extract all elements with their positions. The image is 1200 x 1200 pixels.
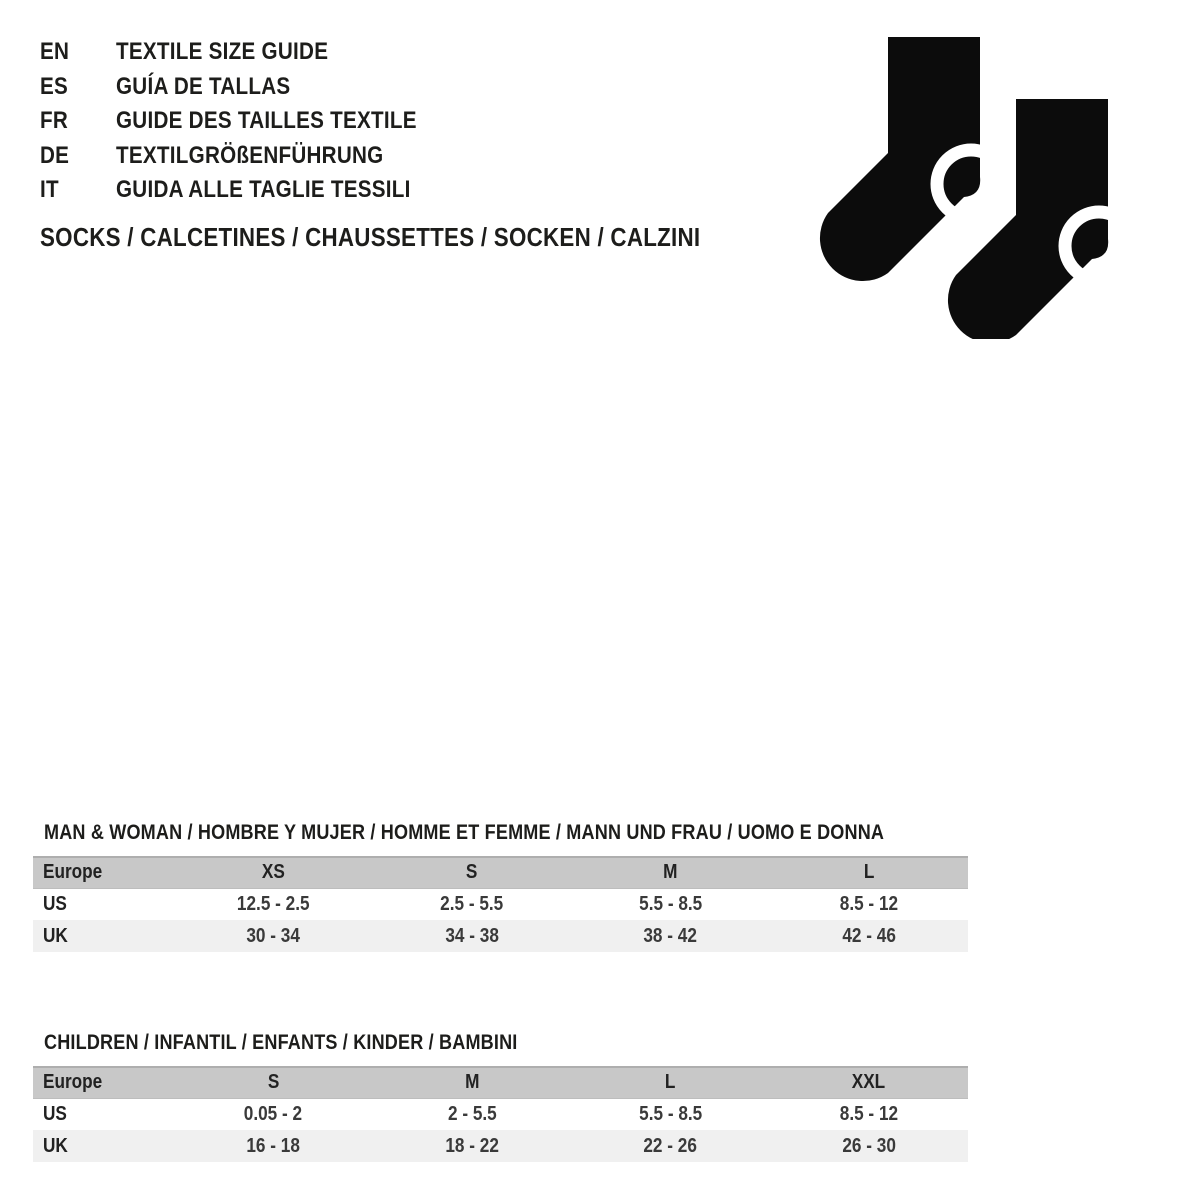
table-row-uk <box>33 1130 968 1162</box>
language-row-de <box>40 139 466 174</box>
size-cell: 5.5 - 8.5 <box>638 1102 702 1125</box>
language-row-fr <box>40 104 466 139</box>
size-cell: 22 - 26 <box>643 1134 698 1157</box>
table-row-uk <box>33 920 968 952</box>
size-cell: 34 - 38 <box>445 924 499 947</box>
language-row-es <box>40 70 466 105</box>
region-cell: US <box>43 892 67 915</box>
guide-title-it: GUIDA ALLE TAGLIE TESSILI <box>116 176 411 204</box>
column-header-m: M <box>663 861 678 884</box>
size-cell: 8.5 - 12 <box>839 1102 898 1125</box>
size-table-man-woman <box>33 856 968 952</box>
column-header-m: M <box>464 1071 480 1094</box>
size-cell: 38 - 42 <box>643 924 698 947</box>
column-header-l: L <box>665 1071 676 1094</box>
table-row-us <box>33 1098 968 1130</box>
guide-title-en: TEXTILE SIZE GUIDE <box>116 38 329 66</box>
table-header-row <box>33 1067 968 1098</box>
size-cell: 5.5 - 8.5 <box>638 892 702 915</box>
size-cell: 26 - 30 <box>841 1134 896 1157</box>
column-header-xs: XS <box>261 861 285 884</box>
language-code-de: DE <box>40 141 70 169</box>
column-header-region: Europe <box>43 1071 103 1094</box>
column-header-region: Europe <box>43 861 103 884</box>
region-cell: UK <box>43 924 68 947</box>
category-line: SOCKS / CALCETINES / CHAUSSETTES / SOCKEN / CALZINI <box>40 222 701 252</box>
size-cell: 42 - 46 <box>841 924 896 947</box>
language-header-list <box>40 35 466 208</box>
table-header-row <box>33 857 968 888</box>
language-code-fr: FR <box>40 107 69 135</box>
language-code-en: EN <box>40 38 70 66</box>
guide-title-es: GUÍA DE TALLAS <box>116 72 291 100</box>
column-header-xxl: XXL <box>852 1071 886 1094</box>
column-header-l: L <box>863 861 875 884</box>
size-table-children <box>33 1066 968 1162</box>
region-cell: UK <box>43 1134 68 1157</box>
table-row-us <box>33 888 968 920</box>
socks-icon <box>818 37 1113 339</box>
size-cell: 2.5 - 5.5 <box>440 892 504 915</box>
language-code-it: IT <box>40 176 59 204</box>
table-title-children: CHILDREN / INFANTIL / ENFANTS / KINDER / BAMBINI <box>44 1031 518 1054</box>
column-header-s: S <box>267 1071 280 1094</box>
size-cell: 12.5 - 2.5 <box>237 892 310 915</box>
language-row-en <box>40 35 466 70</box>
size-cell: 0.05 - 2 <box>244 1102 303 1125</box>
size-cell: 8.5 - 12 <box>839 892 898 915</box>
language-code-es: ES <box>40 72 69 100</box>
guide-title-de: TEXTILGRÖßENFÜHRUNG <box>116 141 384 169</box>
size-cell: 30 - 34 <box>246 924 301 947</box>
region-cell: US <box>43 1102 67 1125</box>
size-cell: 18 - 22 <box>445 1134 499 1157</box>
size-cell: 16 - 18 <box>246 1134 301 1157</box>
table-title-man-woman: MAN & WOMAN / HOMBRE Y MUJER / HOMME ET FEMME / MANN UND FRAU / UOMO E DONNA <box>44 821 885 844</box>
language-row-it <box>40 173 466 208</box>
guide-title-fr: GUIDE DES TAILLES TEXTILE <box>116 107 417 135</box>
size-cell: 2 - 5.5 <box>447 1102 497 1125</box>
column-header-s: S <box>466 861 478 884</box>
